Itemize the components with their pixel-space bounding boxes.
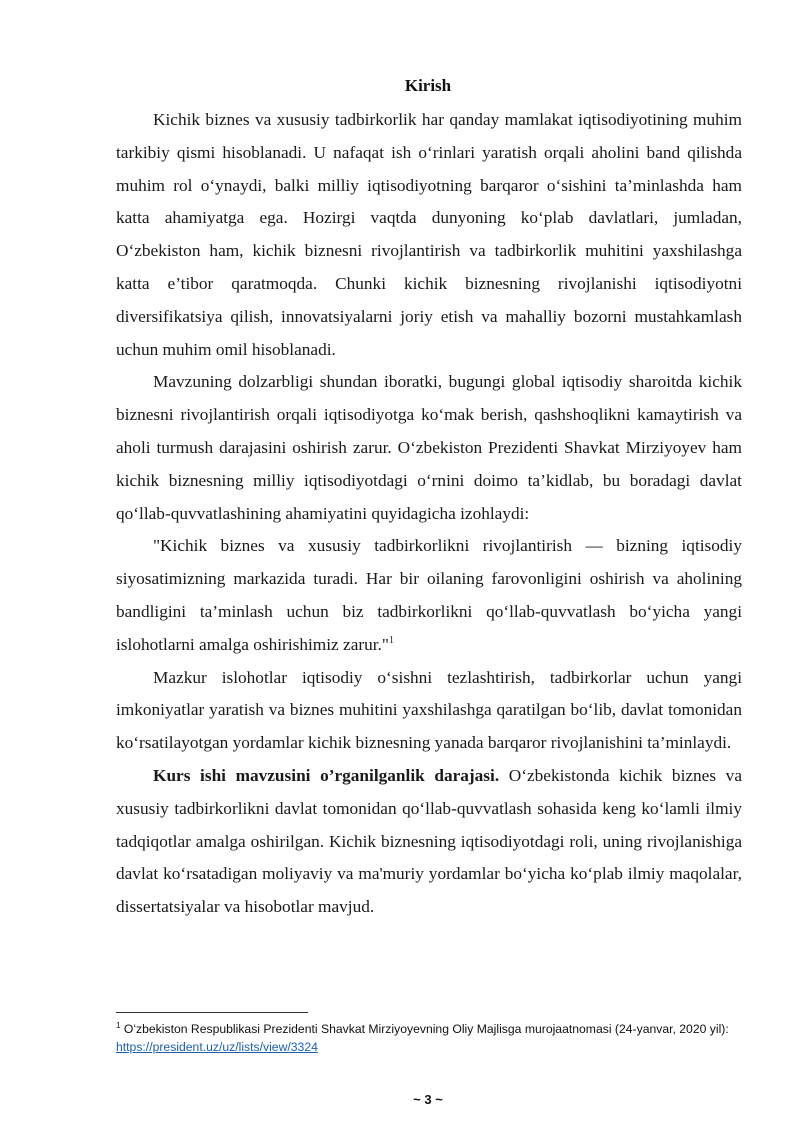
page-number: ~ 3 ~ bbox=[413, 1092, 443, 1107]
section-heading: Kirish bbox=[404, 76, 452, 95]
study-degree-heading: Kurs ishi mavzusini o’rganilganlik darajasi. bbox=[153, 765, 500, 785]
paragraph-reforms: Mazkur islohotlar iqtisodiy o‘sishni tezlashtirish, tadbirkorlar uchun yangi imkoniyatlar yaratish va biznes muhitini yaxshilashga qaratilgan bo‘lib, davlat tomonidan ko‘rsatilayotgan yordamlar kichik biznesning yanada barqaror rivojlanishini ta’minlaydi. bbox=[116, 667, 742, 753]
footnote bbox=[116, 1020, 746, 1056]
study-degree-text: O‘zbekistonda kichik biznes va xususiy tadbirkorlikni davlat tomonidan qo‘llab-quvvatlash sohasida keng ko‘lamli ilmiy tadqiqotlar amalga oshirilgan. Kichik biznesning iqtisodiyotdagi roli, uning rivojlanishiga davlat ko‘rsatadigan moliyaviy va ma'muriy yordamlar bo‘yicha ko‘plab ilmiy maqolalar, dissertatsiyalar va hisobotlar mavjud. bbox=[116, 765, 742, 917]
paragraph-relevance: Mavzuning dolzarbligi shundan iboratki, bugungi global iqtisodiy sharoitda kichik biznesni rivojlantirish orqali iqtisodiyotga ko‘mak berish, qashshoqlikni kamaytirish va aholi turmush darajasini oshirish zarur. O‘zbekiston Prezidenti Shavkat Mirziyoyev ham kichik biznesning milliy iqtisodiyotdagi o‘rnini doimo ta’kidlab, bu boradagi davlat qo‘llab-quvvatlashining ahamiyatini quyidagicha izohlaydi: bbox=[116, 372, 742, 523]
quote-text: "Kichik biznes va xususiy tadbirkorlikni rivojlantirish — bizning iqtisodiy siyosatimizning markazida turadi. Har bir oilaning farovonligini oshirish va aholining bandligini ta’minlash uchun biz tadbirkorlikni qo‘llab-quvvatlash bo‘yicha yangi islohotlarni amalga oshirishimiz zarur." bbox=[116, 536, 742, 654]
paragraph-intro: Kichik biznes va xususiy tadbirkorlik har qanday mamlakat iqtisodiyotining muhim tarkibiy qismi hisoblanadi. U nafaqat ish o‘rinlari yaratish orqali aholini band qilishda muhim rol o‘ynaydi, balki milliy iqtisodiyotning barqaror o‘sishini ta’minlashda ham katta ahamiyatga ega. Hozirgi vaqtda dunyoning ko‘plab davlatlari, jumladan, O‘zbekiston ham, kichik biznesni rivojlantirish va tadbirkorlik muhitini yaxshilashga katta e’tibor qaratmoqda. Chunki kichik biznesning rivojlanishi iqtisodiyotni diversifikatsiya qilish, innovatsiyalarni joriy etish va mahalliy bozorni mustahkamlash uchun muhim omil hisoblanadi. bbox=[116, 110, 742, 359]
footnote-link[interactable]: https://president.uz/uz/lists/view/3324 bbox=[116, 1040, 318, 1054]
footnote-separator bbox=[116, 1012, 308, 1013]
body-text bbox=[116, 104, 742, 924]
footnote-ref[interactable]: 1 bbox=[388, 634, 394, 646]
paragraph-study-degree bbox=[116, 760, 742, 924]
paragraph-quote bbox=[116, 530, 742, 661]
footnote-text: O‘zbekiston Respublikasi Prezidenti Shavkat Mirziyoyevning Oliy Majlisga murojaatnomasi (24-yanvar, 2020 yil): bbox=[120, 1022, 729, 1036]
footnote-number: 1 bbox=[116, 1020, 121, 1030]
